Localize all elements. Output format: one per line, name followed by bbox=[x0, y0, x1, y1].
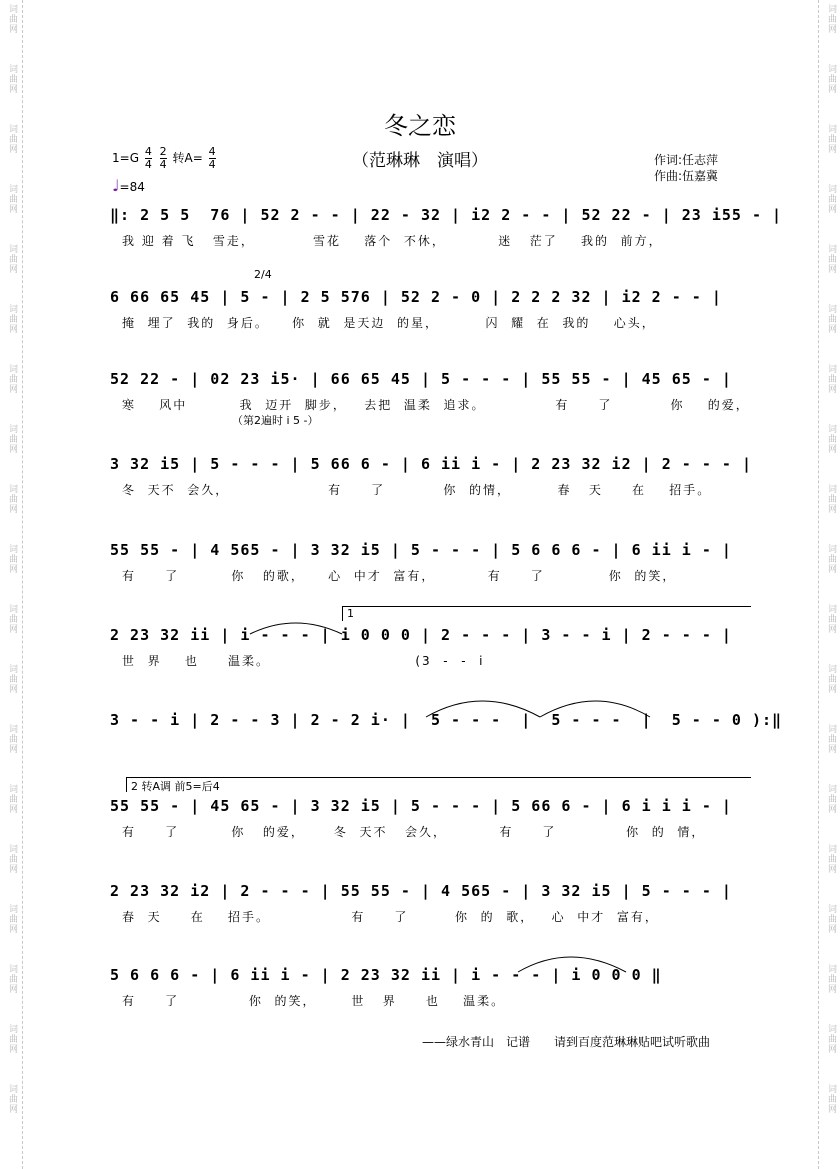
watermark-text: 词曲网 bbox=[826, 244, 836, 274]
watermark-text: 词曲网 bbox=[826, 484, 836, 514]
system-lyrics: 冬 天不 会久， 有 了 你 的情， 春 天 在 招手。 bbox=[122, 483, 712, 497]
watermark-text: 词曲网 bbox=[826, 964, 836, 994]
modulation-label: 转A= bbox=[172, 151, 203, 165]
second-ending-bracket bbox=[126, 777, 751, 792]
system-notes: ‖: 2 5 5 76 | 52 2 - - | 22 - 32 | i2 2 - - | 52 22 - | 23 i55 - | bbox=[110, 206, 783, 224]
system-notes: 6 66 65 45 | 5 - | 2 5 576 | 52 2 - 0 | 2 2 2 32 | i2 2 - - | bbox=[110, 288, 722, 306]
watermark-text: 词曲网 bbox=[826, 724, 836, 754]
watermark-text: 词曲网 bbox=[7, 304, 17, 334]
left-watermark-column bbox=[0, 0, 23, 1169]
watermark-text: 词曲网 bbox=[7, 484, 17, 514]
time-signature-a: $\frac{4}{4}$ bbox=[144, 145, 152, 171]
system-lyrics: 我 迎 着 飞 雪走， 雪花 落个 不休， 迷 茫了 我的 前方， bbox=[122, 234, 663, 248]
watermark-text: 词曲网 bbox=[7, 424, 17, 454]
watermark-text: 词曲网 bbox=[826, 1024, 836, 1054]
watermark-text: 词曲网 bbox=[7, 724, 17, 754]
watermark-text: 词曲网 bbox=[826, 424, 836, 454]
system-notes: 2 23 32 ii | i - - - | i 0 0 0 | 2 - - - | 3 - - i | 2 - - - | bbox=[110, 626, 732, 644]
system-lyrics: 有 了 你 的笑， 世 界 也 温柔。 bbox=[122, 994, 506, 1008]
watermark-text: 词曲网 bbox=[826, 124, 836, 154]
system-notes: 5 6 6 6 - | 6 ii i - | 2 23 32 ii | i - - - | i 0 0 0 ‖ bbox=[110, 966, 662, 984]
watermark-text: 词曲网 bbox=[7, 364, 17, 394]
quarter-note-icon: ♩ bbox=[112, 176, 120, 195]
watermark-text: 词曲网 bbox=[7, 664, 17, 694]
watermark-text: 词曲网 bbox=[826, 364, 836, 394]
watermark-text: 词曲网 bbox=[7, 244, 17, 274]
system-lyrics: 春 天 在 招手。 有 了 你 的 歌， 心 中才 富有， bbox=[122, 910, 659, 924]
system-lyrics: 寒 风中 我 迈开 脚步， 去把 温柔 追求。 有 了 你 的爱， bbox=[122, 398, 750, 412]
watermark-text: 词曲网 bbox=[826, 1084, 836, 1114]
system-notes: 2 23 32 i2 | 2 - - - | 55 55 - | 4 565 - | 3 32 i5 | 5 - - - | bbox=[110, 882, 732, 900]
system-notes: 3 - - i | 2 - - 3 | 2 - 2 i· | 5 - - - | 5 - - - | 5 - - 0 ):‖ bbox=[110, 711, 783, 729]
watermark-text: 词曲网 bbox=[826, 604, 836, 634]
system-lyrics: 有 了 你 的歌， 心 中才 富有， 有 了 你 的笑， bbox=[122, 569, 677, 583]
watermark-text: 词曲网 bbox=[826, 664, 836, 694]
watermark-text: 词曲网 bbox=[826, 784, 836, 814]
watermark-text: 词曲网 bbox=[826, 904, 836, 934]
right-watermark-column bbox=[818, 0, 840, 1169]
composer: 作曲:伍嘉冀 bbox=[654, 169, 719, 183]
system-notes: 52 22 - | 02 23 i5· | 66 65 45 | 5 - - - | 55 55 - | 45 65 - | bbox=[110, 370, 732, 388]
watermark-text: 词曲网 bbox=[7, 64, 17, 94]
first-ending-label: 1 bbox=[347, 607, 354, 620]
transcriber-footer: ——绿水青山 记谱 请到百度范琳琳贴吧试听歌曲 bbox=[422, 1035, 711, 1049]
second-time-annotation: （第2遍时 i 5 -） bbox=[232, 414, 319, 427]
watermark-text: 词曲网 bbox=[7, 1024, 17, 1054]
watermark-text: 词曲网 bbox=[826, 4, 836, 34]
tempo-marking bbox=[112, 176, 145, 195]
meter-change-annotation: 2/4 bbox=[254, 268, 272, 281]
watermark-text: 词曲网 bbox=[7, 1084, 17, 1114]
watermark-text: 词曲网 bbox=[826, 544, 836, 574]
watermark-text: 词曲网 bbox=[7, 784, 17, 814]
watermark-text: 词曲网 bbox=[7, 904, 17, 934]
watermark-text: 词曲网 bbox=[7, 844, 17, 874]
second-ending-label: 2 转A调 前5=后4 bbox=[131, 780, 220, 793]
system-notes: 55 55 - | 45 65 - | 3 32 i5 | 5 - - - | 5 66 6 - | 6 i i i - | bbox=[110, 797, 732, 815]
performer-credit: （范琳琳 演唱） bbox=[352, 151, 488, 171]
song-title: 冬之恋 bbox=[384, 112, 456, 140]
time-signature-c: $\frac{4}{4}$ bbox=[208, 145, 216, 171]
key-label: 1=G bbox=[112, 151, 139, 165]
watermark-text: 词曲网 bbox=[7, 964, 17, 994]
credits bbox=[654, 152, 718, 184]
watermark-text: 词曲网 bbox=[7, 184, 17, 214]
tempo-value: =84 bbox=[119, 180, 145, 194]
watermark-text: 词曲网 bbox=[7, 124, 17, 154]
first-ending-bracket bbox=[342, 606, 751, 621]
system-lyrics: 世 界 也 温柔。 (3 - - i bbox=[122, 654, 485, 668]
time-signature-b: $\frac{2}{4}$ bbox=[159, 145, 167, 171]
watermark-text: 词曲网 bbox=[826, 184, 836, 214]
system-lyrics: 掩 埋了 我的 身后。 你 就 是天边 的星， 闪 耀 在 我的 心头， bbox=[122, 316, 656, 330]
system-lyrics: 有 了 你 的爱， 冬 天不 会久， 有 了 你 的 情， bbox=[122, 825, 706, 839]
watermark-text: 词曲网 bbox=[7, 4, 17, 34]
lyricist: 作词:任志萍 bbox=[654, 153, 719, 167]
key-signature bbox=[112, 146, 218, 171]
watermark-text: 词曲网 bbox=[826, 64, 836, 94]
watermark-text: 词曲网 bbox=[7, 604, 17, 634]
watermark-text: 词曲网 bbox=[826, 304, 836, 334]
watermark-text: 词曲网 bbox=[7, 544, 17, 574]
system-notes: 55 55 - | 4 565 - | 3 32 i5 | 5 - - - | 5 6 6 6 - | 6 ii i - | bbox=[110, 541, 732, 559]
system-notes: 3 32 i5 | 5 - - - | 5 66 6 - | 6 ii i - | 2 23 32 i2 | 2 - - - | bbox=[110, 455, 752, 473]
watermark-text: 词曲网 bbox=[826, 844, 836, 874]
